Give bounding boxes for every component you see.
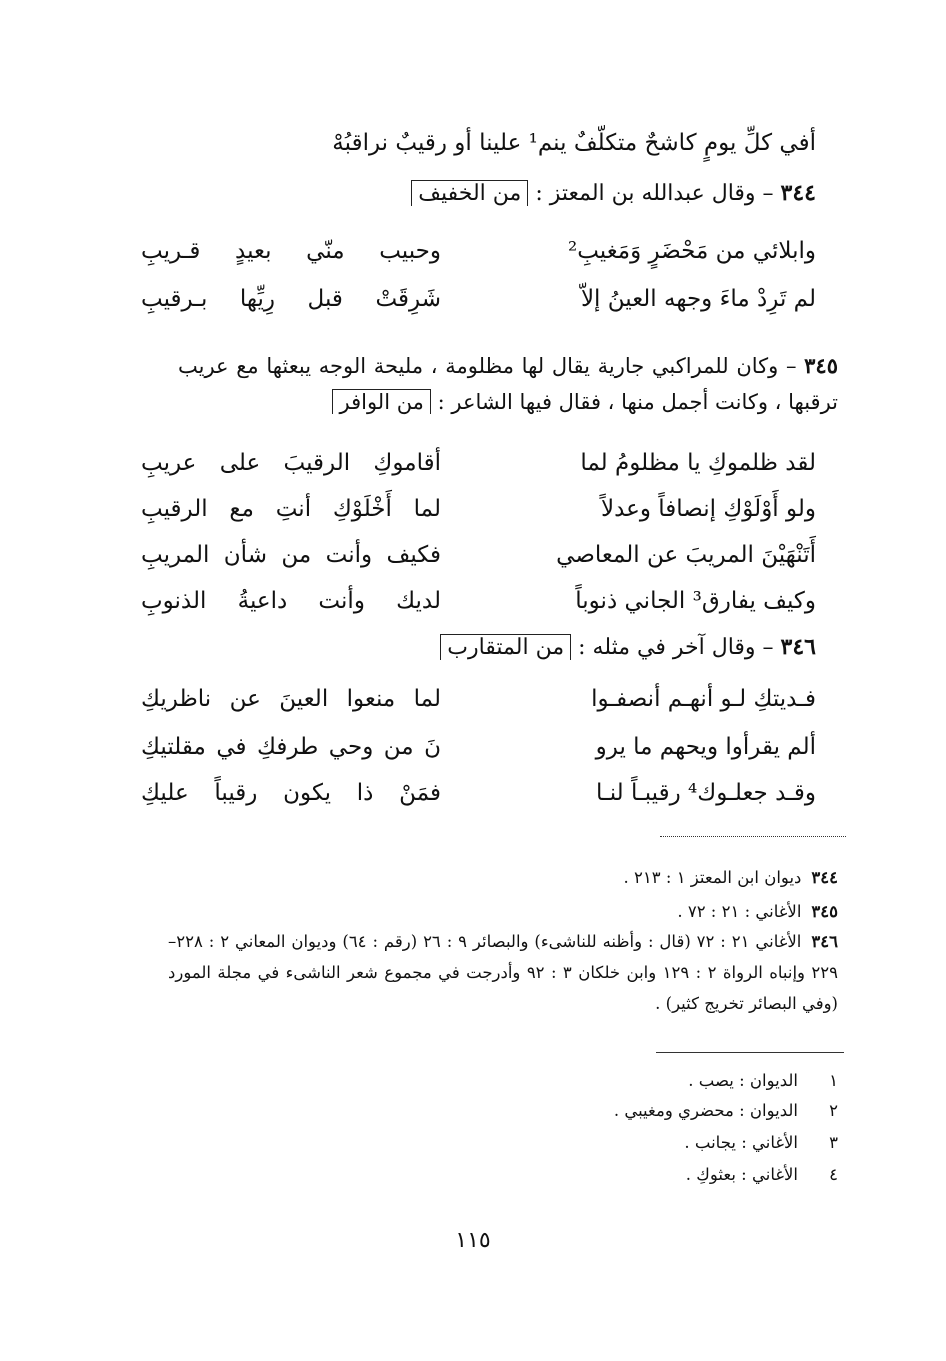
verse-hemistich-left: نَ من وحي طرفكِ في مقلتيكِ [141, 734, 441, 760]
intro-verse: أفي كلِّ يومٍ كاشحٌ متكلّفٌ ينم¹ علينا أو رقيبٌ نراقبُهْ [332, 130, 816, 156]
meter-label: من المتقارب [440, 634, 571, 660]
verse-hemistich-left: فمَنْ ذا يكون رقيباً عليكِ [141, 780, 441, 806]
section-heading-346 [440, 632, 816, 663]
footnote [688, 1066, 838, 1096]
meter-label: من الوافر [332, 389, 430, 414]
source-entry [168, 862, 838, 893]
source-entry [168, 926, 838, 1019]
verse-hemistich-right: وقـد جعلـوك⁴ رقيبـاً لنـا [595, 780, 816, 806]
source-text: الأغاني ٢١ : ٧٢ (قال : وأظنه للناشىء) والبصائر ٩ : ٢٦ (رقم : ٦٤) وديوان المعاني ٢ : ٢٢٨–٢٢٩ وإنباه الرواة ٢ : ١٢٩ وابن خلكان ٣ : ٩٢ وأدرجت في مجموع شعر الناشىء في مجلة المورد (وفي البصائر تخريج كثير) . [168, 932, 838, 1013]
verse-hemistich-left: لديك وأنت داعيةُ الذنوبِ [141, 588, 441, 614]
verse-hemistich-right: فـديتكِ لـو أنهـم أنصفـوا [591, 686, 816, 712]
page-number: ١١٥ [455, 1228, 491, 1253]
source-text: الأغاني : ٢١ : ٧٢ . [677, 902, 802, 921]
footnote-text: الديوان : يصب . [688, 1071, 798, 1090]
footnote [684, 1128, 838, 1158]
verse-hemistich-right: ولو أَوْلَوْكِ إنصافاً وعدلاً [600, 496, 816, 522]
meter-label: من الخفيف [411, 180, 528, 206]
section-number: ٣٤٥ [804, 353, 838, 378]
verse-hemistich-right: أَتَنْهَيْنَ المريبَ عن المعاصي [556, 542, 816, 568]
section-number: ٣٤٤ [780, 180, 816, 206]
footnotes-divider [656, 1052, 844, 1053]
section-number: ٣٤٦ [780, 634, 816, 660]
source-text: ديوان ابن المعتز ١ : ٢١٣ . [623, 868, 802, 887]
footnote-number: ٣ [829, 1133, 838, 1152]
footnote-number: ١ [829, 1071, 838, 1090]
source-number: ٣٤٤ [811, 868, 838, 887]
section-intro: – وقال عبدالله بن المعتز : [535, 181, 774, 206]
section-heading-344 [411, 178, 816, 209]
verse-hemistich-left: شَرِقَتْ قبل رِيِّها بـرقيبِ [141, 286, 441, 312]
verse-hemistich-left: أقاموكِ الرقيبَ على عريبِ [141, 450, 441, 476]
verse-hemistich-left: فكيف وأنت من شأن المريبِ [141, 542, 441, 568]
verse-hemistich-right: وكيف يفارق³ الجاني ذنوباً [575, 588, 816, 614]
source-number: ٣٤٥ [811, 902, 838, 921]
verse-hemistich-left: لما منعوا العينَ عن ناظريكِ [141, 686, 441, 712]
verse-hemistich-right: ألم يقرأوا ويحهم ما يرو [595, 734, 816, 760]
footnote [614, 1096, 838, 1126]
footnote-number: ٢ [829, 1101, 838, 1120]
section-paragraph-345 [178, 348, 838, 420]
section-intro: – وقال آخر في مثله : [578, 635, 774, 660]
footnote-number: ٤ [829, 1165, 838, 1184]
verse-hemistich-right: وابلائي من مَحْضَرٍ وَمَغيبِ² [567, 238, 816, 264]
footnote-text: الأغاني : يجانب . [684, 1133, 798, 1152]
footnote-text: الديوان : محضري ومغيبي . [613, 1101, 798, 1120]
footnote [686, 1160, 838, 1190]
verse-hemistich-right: لم تَرِدْ ماءَ وجهه العينُ إلاّ [580, 286, 816, 312]
verse-hemistich-left: لما أَخْلَوْكِ أنتِ مع الرقيبِ [141, 496, 441, 522]
source-entry [168, 896, 838, 927]
sources-divider [660, 836, 846, 837]
verse-hemistich-right: لقد ظلموكِ يا مظلومُ لما [580, 450, 816, 476]
verse-hemistich-left: وحبيب منّي بعيدٍ قـريبِ [141, 238, 441, 264]
section-intro: – وكان للمراكبي جارية يقال لها مظلومة ، مليحة الوجه يبعثها مع عريب ترقبها ، وكانت أجمل منها ، فقال فيها الشاعر : [178, 354, 838, 414]
source-number: ٣٤٦ [811, 932, 838, 951]
footnote-text: الأغاني : بعثوكِ . [685, 1165, 798, 1184]
